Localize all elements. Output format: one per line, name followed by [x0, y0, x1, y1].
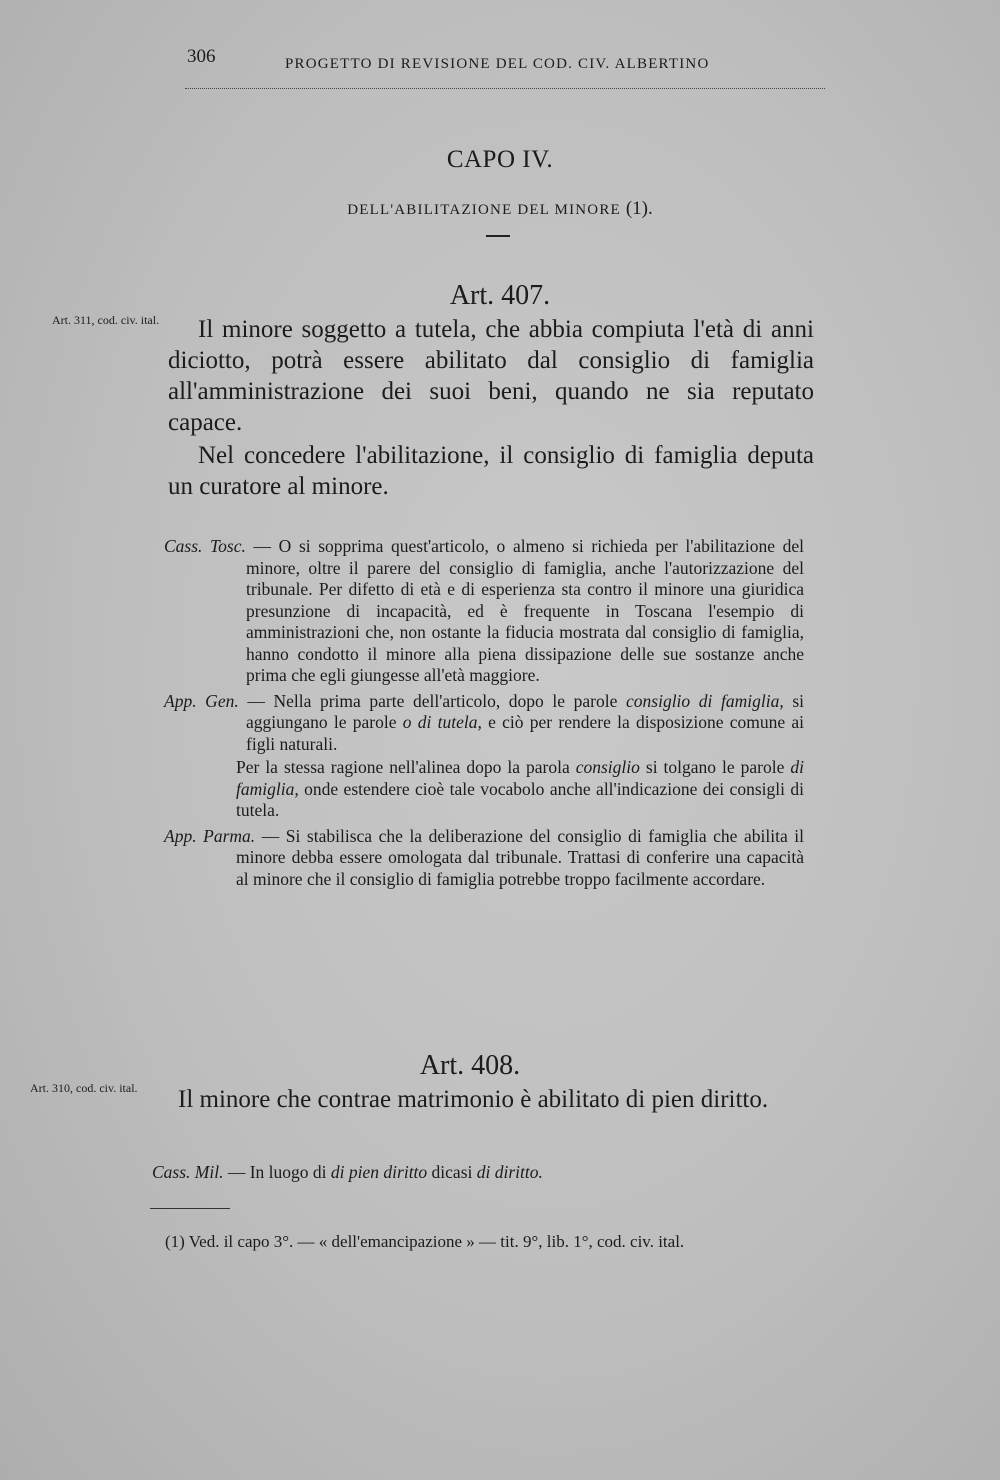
article-407-paragraph-2: Nel concedere l'abilitazione, il consiglio di famiglia deputa un curatore al minore.	[168, 442, 814, 500]
note-app-gen-continued	[164, 757, 804, 822]
article-407-paragraph-1: Il minore soggetto a tutela, che abbia compiuta l'età di anni diciotto, potrà essere abilitato dal consiglio di famiglia all'amministrazione dei suoi beni, quando ne sia reputato capace.	[168, 316, 814, 436]
note-body: onde estendere cioè tale vocabolo anche all'indicazione dei consigli di tutela.	[236, 778, 804, 820]
article-408-notes	[152, 1162, 792, 1186]
article-408-text	[148, 1084, 788, 1115]
article-408-paragraph-1: Il minore che contrae matrimonio è abilitato di pien diritto.	[178, 1086, 769, 1113]
note-body: si aggiungano le parole	[246, 690, 805, 732]
note-dash: —	[223, 1162, 250, 1182]
note-dash: —	[245, 536, 279, 556]
note-body: Si stabilisca che la deliberazione del consiglio di famiglia che abilita il minore debba essere omologata dal tribunale. Trattasi di conferire una capacità al minore che il consiglio di famiglia potrebbe troppo facilmente accordare.	[236, 825, 805, 889]
article-407-side-note: Art. 311, cod. civ. ital.	[52, 313, 160, 327]
note-quote: di famiglia,	[236, 757, 804, 799]
note-app-gen	[164, 691, 804, 756]
note-source: Cass. Tosc.	[164, 536, 246, 556]
footnote: (1) Ved. il capo 3°. — « dell'emancipazione » — tit. 9°, lib. 1°, cod. civ. ital.	[165, 1232, 685, 1251]
note-cass-mil	[152, 1162, 792, 1184]
article-407-heading: Art. 407.	[449, 280, 551, 311]
note-dash: —	[238, 690, 274, 711]
page-number: 306	[187, 46, 216, 67]
note-source: App. Parma.	[164, 825, 256, 846]
footnote-ref: (1).	[625, 198, 653, 219]
article-408-heading: Art. 408.	[419, 1050, 521, 1081]
note-body: si tolgano le parole	[639, 757, 791, 777]
note-body: In luogo di	[249, 1162, 331, 1182]
chapter-subtitle	[0, 198, 1000, 220]
running-header	[185, 42, 825, 94]
note-quote: consiglio di famiglia,	[626, 690, 784, 711]
article-408-side-note: Art. 310, cod. civ. ital.	[30, 1081, 138, 1095]
note-body: dicasi	[427, 1162, 477, 1182]
chapter-divider	[486, 235, 510, 237]
note-source: App. Gen.	[164, 690, 239, 711]
note-quote: o di tutela,	[402, 712, 482, 732]
note-quote: di pien diritto	[330, 1162, 428, 1182]
note-quote: di diritto.	[476, 1162, 543, 1182]
note-body: e ciò per rendere la disposizione comune ai figli naturali.	[246, 712, 804, 754]
note-body: O si sopprima quest'articolo, o almeno si richieda per l'abilitazione del minore, oltre il parere del consiglio di famiglia, anche l'autorizzazione del tribunale. Per difetto di età e di esperienza sta contro il minore una giuridica presunzione di incapacità, ed è frequente in Toscana l'esempio di amministrazioni che, non ostante la fiducia mostrata dal consiglio di famiglia, hanno condotto il minore alla piena dissipazione delle sue sostanze anche prima che egli giungesse all'età maggiore.	[246, 536, 805, 685]
note-body: Per la stessa ragione nell'alinea dopo la parola	[236, 757, 576, 777]
note-dash: —	[255, 825, 286, 846]
footnote-rule	[150, 1208, 230, 1209]
article-407-notes	[164, 536, 804, 892]
article-407-text	[168, 314, 814, 502]
chapter-title: CAPO IV.	[446, 146, 554, 173]
note-body: Nella prima parte dell'articolo, dopo le parole	[273, 690, 626, 711]
header-rule	[185, 88, 825, 89]
note-app-parma	[164, 826, 804, 891]
note-quote: consiglio	[575, 757, 640, 777]
running-title: PROGETTO DI REVISIONE DEL COD. CIV. ALBERTINO	[285, 56, 710, 72]
note-source: Cass. Mil.	[152, 1162, 224, 1182]
chapter-subtitle-text: DELL'ABILITAZIONE DEL MINORE	[347, 202, 621, 218]
note-cass-tosc	[164, 536, 804, 687]
